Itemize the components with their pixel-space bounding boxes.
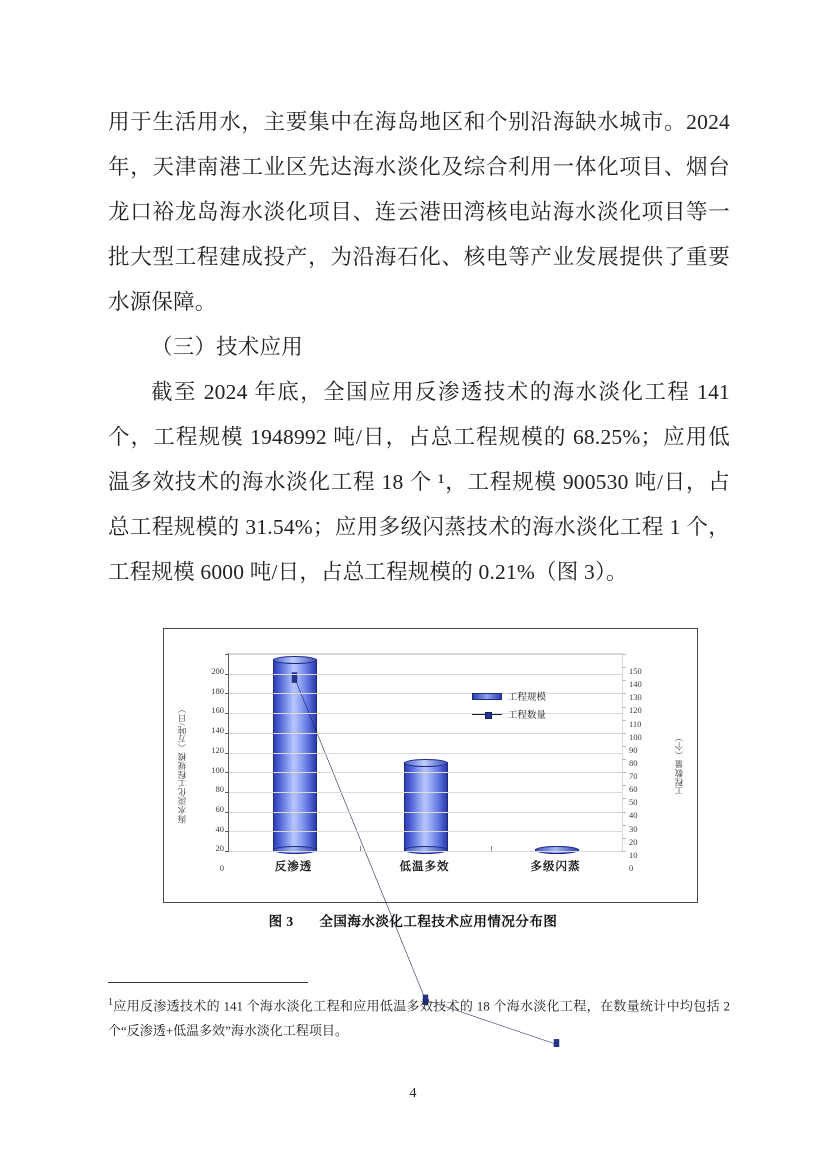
legend-item-bar [472, 687, 546, 705]
left-axis-title: 海水淡化工程规模（万吨/日） [177, 704, 187, 823]
gridline [229, 753, 622, 754]
left-axis-tick: 180 [211, 685, 224, 696]
left-axis-tick: 160 [211, 705, 224, 716]
legend-item-line [472, 705, 546, 723]
paragraph-continuation: 用于生活用水，主要集中在海岛地区和个别沿海缺水城市。2024 年，天津南港工业区先达海水淡化及综合利用一体化项目、烟台龙口裕龙岛海水淡化项目、连云港田湾核电站海水淡化项目等一批大型工程建成投产，为沿海石化、核电等产业发展提供了重要水源保障。 [108, 110, 730, 314]
axis-tick-mark [622, 772, 626, 773]
axis-tick-mark [225, 693, 229, 694]
right-axis-tick-labels [629, 653, 663, 873]
gridline [229, 812, 622, 813]
right-axis-tick: 80 [629, 757, 638, 768]
figure-caption-text: 全国海水淡化工程技术应用情况分布图 [319, 914, 558, 929]
axis-tick-mark [225, 733, 229, 734]
section-heading: （三）技术应用 [151, 335, 303, 359]
right-axis-tick: 60 [629, 784, 638, 795]
gridline [229, 674, 622, 675]
axis-tick-mark [622, 759, 626, 760]
category-label-低温多效: 低温多效 [399, 861, 450, 873]
axis-tick-mark [225, 713, 229, 714]
axis-tick-mark [622, 654, 626, 655]
left-axis-tick: 100 [211, 764, 224, 775]
legend-bar-label: 工程规模 [508, 693, 547, 703]
footnote-marker: 1 [108, 997, 113, 1008]
axis-tick-mark [622, 720, 626, 721]
axis-tick-mark [225, 812, 229, 813]
axis-tick-mark [225, 674, 229, 675]
legend-line-swatch-icon [472, 710, 502, 718]
right-axis-tick: 50 [629, 797, 638, 808]
gridline [229, 733, 622, 734]
axis-tick-mark [622, 680, 626, 681]
left-axis-tick: 0 [219, 863, 224, 873]
axis-tick-mark [622, 667, 626, 668]
gridline [229, 693, 622, 694]
figure-3-chart [163, 628, 698, 903]
left-axis-tick: 200 [211, 666, 224, 676]
figure-caption-label: 图 3 [268, 914, 294, 929]
right-axis-tick: 110 [629, 718, 642, 729]
category-label-多级闪蒸: 多级闪蒸 [530, 861, 581, 873]
footnote-text: 应用反渗透技术的 141 个海水淡化工程和应用低温多效技术的 18 个海水淡化工程，在数量统计中均包括 2 个“反渗透+低温多效”海水淡化工程项目。 [108, 998, 730, 1039]
gridline [229, 772, 622, 773]
footnote-separator [108, 982, 308, 983]
right-axis-tick: 70 [629, 771, 638, 782]
right-axis-title: 工程数量（个） [674, 732, 684, 795]
chart-outer-frame [163, 628, 698, 903]
right-axis-tick: 100 [629, 731, 642, 742]
axis-tick-mark [622, 812, 626, 813]
legend-bar-swatch-icon [472, 693, 502, 700]
left-axis-tick: 40 [215, 823, 224, 834]
right-axis-tick: 0 [629, 863, 634, 873]
axis-tick-mark [225, 753, 229, 754]
right-axis-tick: 150 [629, 666, 642, 676]
axis-tick-mark [622, 733, 626, 734]
page-number: 4 [409, 1086, 417, 1101]
chart-legend [472, 687, 546, 723]
figure-caption [0, 910, 826, 930]
footnote-block [108, 990, 730, 1043]
axis-tick-mark [225, 654, 229, 655]
axis-tick-mark [225, 792, 229, 793]
axis-tick-mark [622, 746, 626, 747]
gridline [229, 831, 622, 832]
axis-tick-mark [622, 798, 626, 799]
axis-tick-mark [225, 831, 229, 832]
axis-tick-mark [622, 707, 626, 708]
plot-area [228, 653, 623, 852]
gridline [229, 713, 622, 714]
body-text-block [108, 100, 730, 595]
category-axis-labels [228, 858, 623, 878]
left-axis-tick: 20 [215, 843, 224, 854]
left-axis-tick: 120 [211, 744, 224, 755]
legend-line-label: 工程数量 [508, 711, 547, 721]
gridline [229, 792, 622, 793]
gridline [229, 654, 622, 655]
right-axis-tick: 20 [629, 836, 638, 847]
axis-tick-mark [622, 851, 626, 852]
left-axis-tick-labels [190, 653, 224, 873]
category-label-反渗透: 反渗透 [274, 861, 313, 873]
left-axis-tick: 60 [215, 803, 224, 814]
axis-tick-mark [225, 851, 229, 852]
left-axis-tick: 80 [215, 784, 224, 795]
right-axis-tick: 10 [629, 849, 638, 860]
right-axis-tick: 30 [629, 823, 638, 834]
right-axis-tick: 130 [629, 692, 642, 703]
paragraph-technology-application: 截至 2024 年底，全国应用反渗透技术的海水淡化工程 141 个，工程规模 1948992 吨/日，占总工程规模的 68.25%；应用低温多效技术的海水淡化工程 18 个 ¹，工程规模 900530 吨/日，占总工程规模的 31.54%；应用多级闪蒸技术的海水淡化工程 1 个，工程规模 6000 吨/日，占总工程规模的 0.21%（图 3）。 [108, 380, 730, 584]
left-axis-tick: 140 [211, 725, 224, 736]
right-axis-tick: 140 [629, 679, 642, 690]
axis-tick-mark [622, 785, 626, 786]
axis-tick-mark [622, 693, 626, 694]
right-axis-tick: 120 [629, 705, 642, 716]
chart-inner-area [172, 635, 689, 892]
right-axis-tick: 40 [629, 810, 638, 821]
axis-tick-mark [622, 825, 626, 826]
right-axis-tick: 90 [629, 744, 638, 755]
axis-tick-mark [225, 772, 229, 773]
gridline [229, 851, 622, 852]
axis-tick-mark [622, 838, 626, 839]
